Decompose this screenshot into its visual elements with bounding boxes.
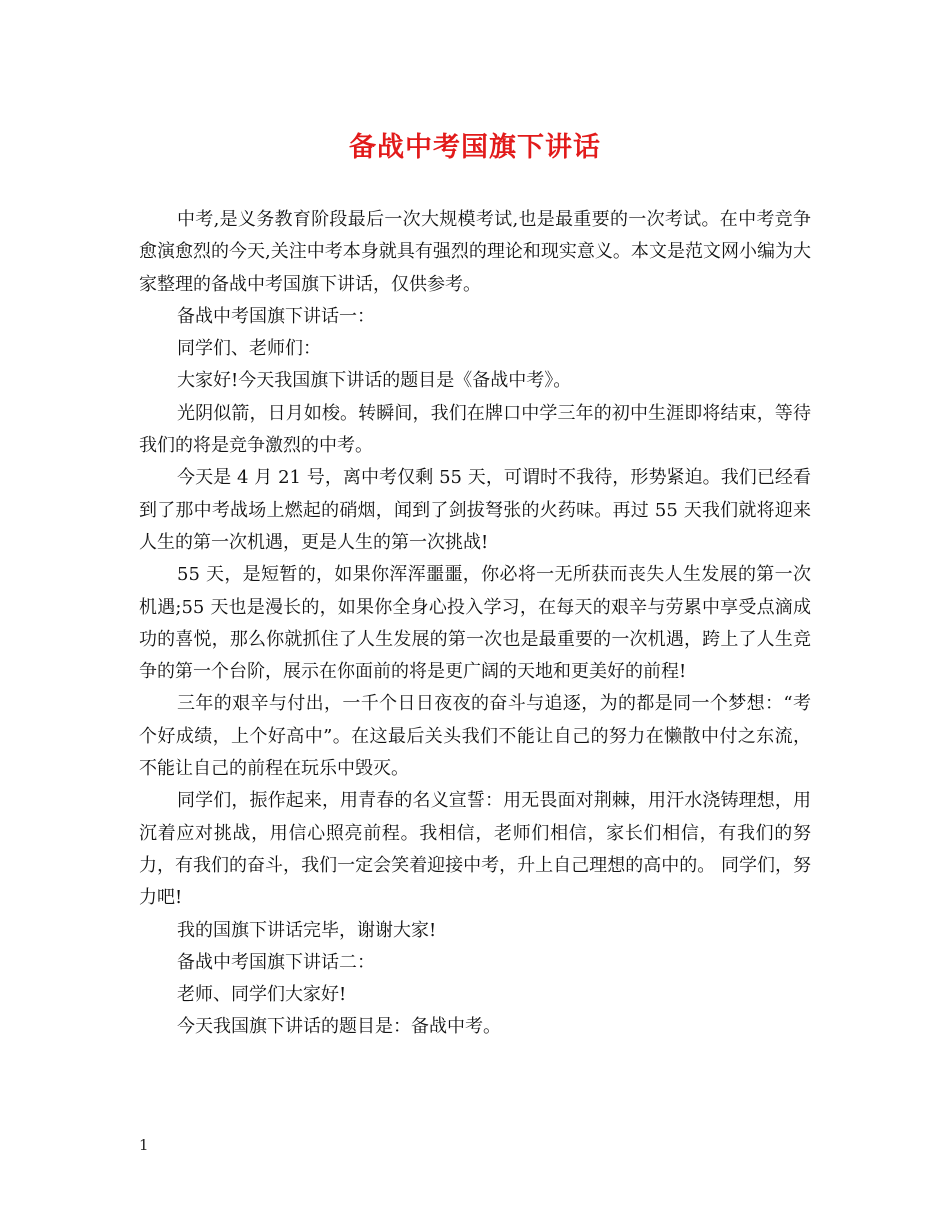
paragraph-time-flies: 光阴似箭，日月如梭。转瞬间，我们在牌口中学三年的初中生涯即将结束，等待我们的将是竞争激烈的中考。	[139, 402, 811, 457]
page-number: 1	[139, 1136, 149, 1154]
paragraph-topic-two: 今天我国旗下讲话的题目是：备战中考。	[177, 1016, 501, 1038]
paragraph-fifty-five-days: 55 天，是短暂的，如果你浑浑噩噩，你必将一无所获而丧失人生发展的第一次机遇;55 天也是漫长的，如果你全身心投入学习，在每天的艰辛与劳累中享受点滴成功的喜悦，那么你就抓住了人生发展的第一次也是最重要的一次机遇，跨上了人生竞争的第一个台阶，展示在你面前的将是更广阔的天地和更美好的前程!	[139, 564, 811, 683]
paragraph-intro: 中考,是义务教育阶段最后一次大规模考试,也是最重要的一次考试。在中考竞争愈演愈烈的今天,关注中考本身就具有强烈的理论和现实意义。本文是范文网小编为大家整理的备战中考国旗下讲话，仅供参考。	[139, 209, 811, 295]
paragraph-three-years: 三年的艰辛与付出，一千个日日夜夜的奋斗与追逐，为的都是同一个梦想：“考个好成绩，上个好高中”。在这最后关头我们不能让自己的努力在懒散中付之东流，不能让自己的前程在玩乐中毁灭。	[139, 693, 811, 780]
paragraph-countdown: 今天是 4 月 21 号，离中考仅剩 55 天，可谓时不我待，形势紧迫。我们已经看到了那中考战场上燃起的硝烟，闻到了剑拔弩张的火药味。再过 55 天我们就将迎来人生的第一次机遇，更是人生的第一次挑战!	[139, 467, 811, 553]
paragraph-greeting-two: 老师、同学们大家好!	[177, 984, 347, 1006]
document-body	[139, 204, 811, 1044]
paragraph-topic: 大家好!今天我国旗下讲话的题目是《备战中考》。	[177, 370, 572, 392]
paragraph-closing: 我的国旗下讲话完毕，谢谢大家!	[177, 919, 437, 941]
paragraph-greeting: 同学们、老师们：	[177, 338, 321, 360]
paragraph-speech-two-heading: 备战中考国旗下讲话二：	[177, 951, 375, 973]
paragraph-speech-one-heading: 备战中考国旗下讲话一：	[177, 305, 375, 327]
document-title: 备战中考国旗下讲话	[349, 132, 601, 163]
paragraph-rally: 同学们，振作起来，用青春的名义宣誓：用无畏面对荆棘，用汗水浇铸理想，用沉着应对挑战，用信心照亮前程。我相信，老师们相信，家长们相信，有我们的努力，有我们的奋斗，我们一定会笑着迎接中考，升上自己理想的高中的。 同学们，努力吧!	[139, 790, 811, 909]
